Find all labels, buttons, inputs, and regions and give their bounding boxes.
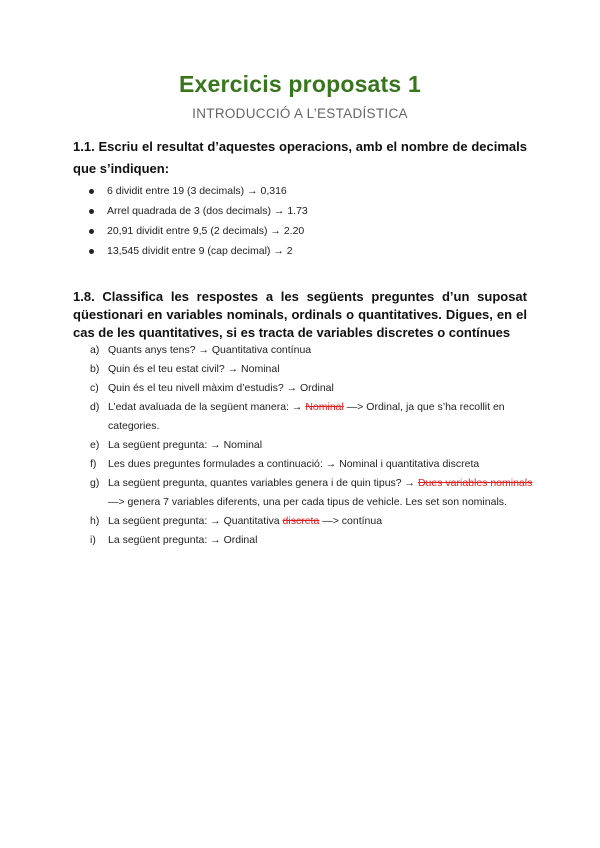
list-item: 6 dividit entre 19 (3 decimals) → 0,316 [73, 181, 533, 201]
answer-text: Les dues preguntes formulades a continuació: → Nominal i quantitativa discreta [108, 458, 480, 470]
bullet-icon [89, 189, 94, 194]
exercise-1-1-list [73, 181, 533, 261]
correction-text: —> genera 7 variables diferents, una per cada tipus de vehicle. Les set son nominals. [108, 496, 507, 508]
list-marker: f) [90, 458, 97, 470]
list-marker: e) [90, 439, 100, 451]
bullet-icon [89, 229, 94, 234]
struck-answer: discreta [282, 515, 320, 527]
question-item [73, 341, 533, 360]
question-item [73, 360, 533, 379]
answer-text: Quants anys tens? → Quantitativa contínua [108, 344, 312, 356]
list-marker: c) [90, 382, 99, 394]
question-item [73, 474, 533, 512]
struck-answer: Dues variables nominals [417, 477, 533, 489]
list-marker: a) [90, 344, 100, 356]
list-marker: h) [90, 515, 100, 527]
list-item: 20,91 dividit entre 9,5 (2 decimals) → 2.20 [73, 221, 533, 241]
answer-text: L’edat avaluada de la següent manera: → [108, 401, 306, 413]
struck-answer: Nominal [305, 401, 344, 413]
exercise-1-1-heading: 1.1. Escriu el resultat d’aquestes operacions, amb el nombre de decimals que s’indiquen: [73, 139, 527, 176]
question-item [73, 379, 533, 398]
bullet-icon [89, 249, 94, 254]
answer-text: Quin és el teu nivell màxim d’estudis? → Ordinal [108, 382, 334, 394]
page-subtitle: INTRODUCCIÓ A L’ESTADÍSTICA [192, 106, 408, 121]
question-item [73, 398, 533, 436]
question-item [73, 531, 533, 550]
correction-text: —> contínua [319, 515, 383, 527]
answer-text: La següent pregunta: → Ordinal [108, 534, 258, 546]
page-title: Exercicis proposats 1 [179, 71, 421, 97]
question-item [73, 455, 533, 474]
correction-text: —> Ordinal, ja que s’ha recollit en categories. [108, 401, 505, 432]
exercise-1-8-heading: 1.8. Classifica les respostes a les següents preguntes d’un suposat qüestionari en variables nominals, ordinals o quantitatives. Digues, en el cas de les quantitatives, si es tracta de variables discretes o contínues [73, 289, 527, 340]
answer-text: La següent pregunta: → Nominal [108, 439, 263, 451]
list-item: Arrel quadrada de 3 (dos decimals) → 1.73 [73, 201, 533, 221]
list-marker: g) [90, 477, 100, 489]
list-item: 13,545 dividit entre 9 (cap decimal) → 2 [73, 241, 533, 261]
answer-text: La següent pregunta: → Quantitativa [108, 515, 283, 527]
answer-text: La següent pregunta, quantes variables genera i de quin tipus? → [108, 477, 418, 489]
list-marker: d) [90, 401, 100, 413]
question-item [73, 436, 533, 455]
answer-text: Quin és el teu estat civil? → Nominal [108, 363, 280, 375]
exercise-1-8-list [73, 341, 533, 550]
list-marker: b) [90, 363, 100, 375]
list-marker: i) [90, 534, 96, 546]
question-item [73, 512, 533, 531]
bullet-icon [89, 209, 94, 214]
